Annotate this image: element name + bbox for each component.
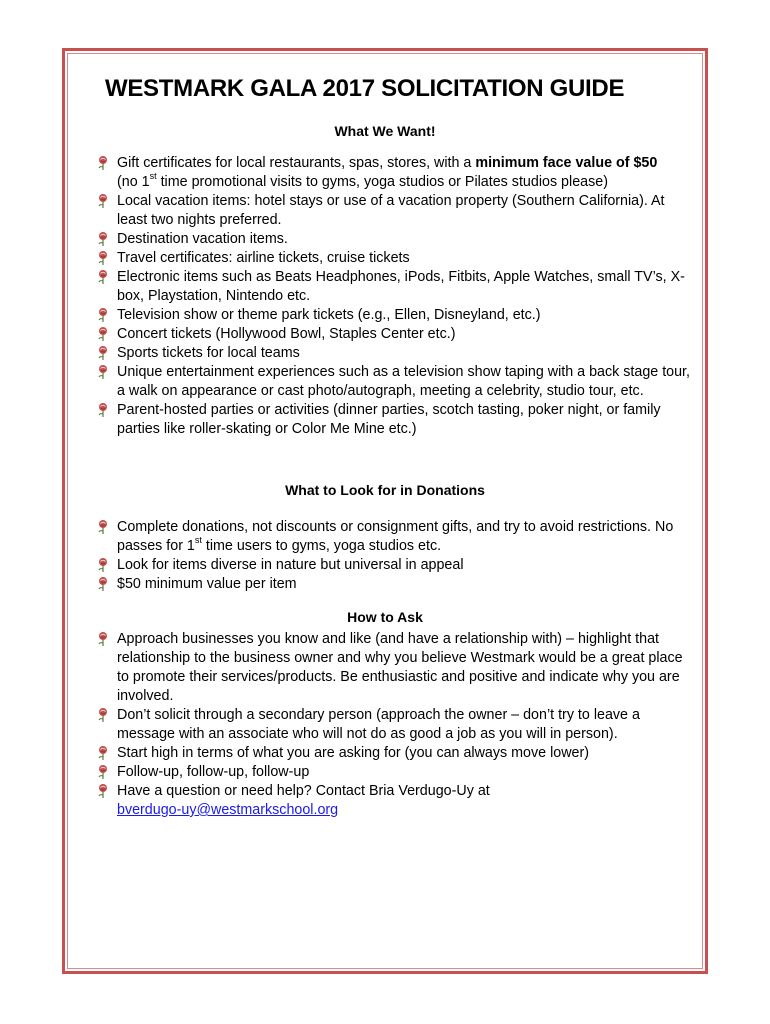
rose-bullet-icon bbox=[97, 764, 109, 780]
rose-bullet-icon bbox=[97, 745, 109, 761]
rose-bullet-icon bbox=[97, 193, 109, 209]
donations-criteria-list bbox=[97, 518, 697, 594]
page-title: WESTMARK GALA 2017 SOLICITATION GUIDE bbox=[105, 75, 625, 102]
list-item: Television show or theme park tickets (e.g., Ellen, Disneyland, etc.) bbox=[97, 306, 697, 325]
rose-bullet-icon bbox=[97, 269, 109, 285]
list-item: Local vacation items: hotel stays or use of a vacation property (Southern California). At least two nights preferred. bbox=[97, 192, 697, 230]
list-item: Approach businesses you know and like (and have a relationship with) – highlight that relationship to the business owner and why you believe Westmark would be a great place to promote their services/products. Be enthusiastic and positive and indicate why you are involved. bbox=[97, 630, 697, 706]
contact-email-link[interactable]: bverdugo-uy@westmarkschool.org bbox=[117, 802, 339, 818]
list-item: Don’t solicit through a secondary person (approach the owner – don’t try to leave a message with an associate who will not do as good a job as you will in person). bbox=[97, 706, 697, 744]
rose-bullet-icon bbox=[97, 364, 109, 380]
rose-bullet-icon bbox=[97, 519, 109, 535]
rose-bullet-icon bbox=[97, 631, 109, 647]
rose-bullet-icon bbox=[97, 231, 109, 247]
list-item: Start high in terms of what you are asking for (you can always move lower) bbox=[97, 744, 697, 763]
list-item: Travel certificates: airline tickets, cruise tickets bbox=[97, 249, 697, 268]
section-heading-how-to-ask: How to Ask bbox=[347, 609, 423, 625]
rose-bullet-icon bbox=[97, 307, 109, 323]
list-item: Gift certificates for local restaurants, spas, stores, with a minimum face value of $50 (no 1st time promotional visits to gyms, yoga studios or Pilates studios please) bbox=[97, 154, 697, 192]
list-item: Follow-up, follow-up, follow-up bbox=[97, 763, 697, 782]
rose-bullet-icon bbox=[97, 345, 109, 361]
rose-bullet-icon bbox=[97, 576, 109, 592]
list-item: Unique entertainment experiences such as a television show taping with a back stage tour, a walk on appearance or cast photo/autograph, meeting a celebrity, studio tour, etc. bbox=[97, 363, 697, 401]
list-item: Have a question or need help? Contact Bria Verdugo-Uy at bverdugo-uy@westmarkschool.org bbox=[97, 782, 697, 820]
list-item: Sports tickets for local teams bbox=[97, 344, 697, 363]
rose-bullet-icon bbox=[97, 155, 109, 171]
list-item: $50 minimum value per item bbox=[97, 575, 697, 594]
list-item: Parent-hosted parties or activities (dinner parties, scotch tasting, poker night, or family parties like roller-skating or Color Me Mine etc.) bbox=[97, 401, 697, 439]
list-item: Destination vacation items. bbox=[97, 230, 697, 249]
section-heading-what-we-want: What We Want! bbox=[334, 123, 436, 139]
list-item: Complete donations, not discounts or consignment gifts, and try to avoid restrictions. No passes for 1st time users to gyms, yoga studios etc. bbox=[97, 518, 697, 556]
list-item: Concert tickets (Hollywood Bowl, Staples Center etc.) bbox=[97, 325, 697, 344]
list-item: Electronic items such as Beats Headphones, iPods, Fitbits, Apple Watches, small TV’s, X-box, Playstation, Nintendo etc. bbox=[97, 268, 697, 306]
rose-bullet-icon bbox=[97, 783, 109, 799]
list-item: Look for items diverse in nature but universal in appeal bbox=[97, 556, 697, 575]
rose-bullet-icon bbox=[97, 557, 109, 573]
rose-bullet-icon bbox=[97, 250, 109, 266]
rose-bullet-icon bbox=[97, 707, 109, 723]
section-heading-what-to-look-for: What to Look for in Donations bbox=[285, 482, 485, 498]
rose-bullet-icon bbox=[97, 326, 109, 342]
what-we-want-list bbox=[97, 154, 697, 439]
rose-bullet-icon bbox=[97, 402, 109, 418]
how-to-ask-list bbox=[97, 630, 697, 820]
